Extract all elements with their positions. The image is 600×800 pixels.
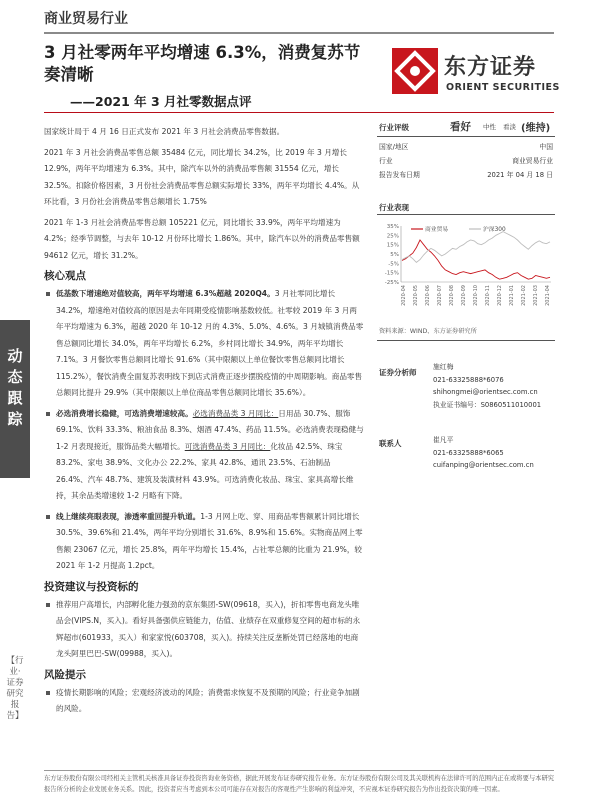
info-value: 中国 xyxy=(539,143,553,151)
logo-text-en: ORIENT SECURITIES xyxy=(446,82,560,93)
info-key: 国家/地区 xyxy=(379,143,409,151)
logo-text-cn: 东方证券 xyxy=(444,55,537,80)
y-tick-label: 25% xyxy=(386,233,399,240)
core-bullet-2-essential-text: 日用品 30.7%、服饰 69.1%、饮料 33.3%、粮油食品 8.3%、烟酒 47.4%、药品 11.5%。必选消费表现稳健与 1-2 月表现接近，服饰品类大幅增长。 xyxy=(56,408,364,451)
core-bullet-2-essential-label: 必选消费品类 3 月同比： xyxy=(192,408,279,418)
core-bullet-3-text: 1-3 月网上吃、穿、用商品零售额累计同比增长 30.5%、39.6%和 21.4%，两年平均分别增长 31.6%、8.9%和 15.6%。实物商品网上零售额 23067 亿元，增长 25.8%，两年平均增长 15.4%，占社零总额的比重为 21.9%，较 2021 年 1-2 月提高 1.2pct。 xyxy=(56,511,363,570)
y-tick-label: 35% xyxy=(386,224,399,230)
performance-chart xyxy=(377,222,555,314)
rating-negative: 看淡 xyxy=(503,123,516,131)
analyst-license: 执业证书编号：S0860511010001 xyxy=(433,400,542,409)
core-heading: 核心观点 xyxy=(44,270,86,282)
x-tick-label: 2020-09 xyxy=(461,285,467,306)
x-tick-label: 2020-08 xyxy=(449,285,455,306)
x-tick-label: 2021-04 xyxy=(545,285,551,306)
y-tick-label: -15% xyxy=(384,270,399,277)
series-line-hs300 xyxy=(402,232,550,263)
info-value: 商业贸易行业 xyxy=(512,157,553,165)
legend-label: 商业贸易 xyxy=(425,227,449,233)
core-bullet-2-optional-text: 化妆品 42.5%、珠宝 83.2%、家电 38.9%、文化办公 22.2%、家具 42.8%、通讯 23.5%、石油制品 26.4%、汽车 48.7%、建筑及装潢材料 43.9%。可选消费化妆品、珠宝、家具高增长维持，其余品类增速较 1-2 月略有下降。 xyxy=(56,441,354,500)
x-tick-label: 2021-03 xyxy=(533,285,539,306)
legend-label: 沪深300 xyxy=(483,227,506,233)
footer-divider xyxy=(44,770,554,771)
intro-paragraph-3: 2021 年 1-3 月社会消费品零售总额 105221 亿元，同比增长 33.9%，两年平均增速为 4.2%；经季节调整，与去年 10-12 月份环比增长 1.86%。其中，除汽车以外的消费品零售额 94612 亿元，增长 31.2%。 xyxy=(44,217,360,260)
page-subtitle: ——2021 年 3 月社零数据点评 xyxy=(70,94,252,109)
chart-divider xyxy=(377,340,555,341)
contact-block xyxy=(433,434,534,472)
x-tick-label: 2020-05 xyxy=(413,285,419,306)
invest-bullet: 推荐用户高增长，内部孵化能力强劲的京东集团-SW(09618，买入)，折扣零售电商龙头唯品会(VIPS.N，买入)。看好具备强供应链能力，估值、业绩存在双重修复空间的超市标的永辉超市(601933，买入）和家家悦(603708，买入)。持续关注反垄断处罚已经落地的电商龙头阿里巴巴-SW(09988，买入)。 xyxy=(44,597,364,663)
disclaimer: 东方证券股份有限公司经相关主管机关核准具备证券投资咨询业务资格，据此开展发布证券研究报告业务。东方证券股份有限公司及其关联机构在法律许可的范围内正在或将要与本研究报告所分析的企业发展业务关系。因此，投资者应当考虑到本公司可能存在对报告的客观性产生影响的利益冲突，不应视本证券研究报告为作出投资决策的唯一因素。 xyxy=(44,775,555,793)
info-row-industry xyxy=(379,155,553,168)
page-title: 3 月社零两年平均增速 6.3%，消费复苏节奏清晰 xyxy=(44,43,361,84)
performance-divider xyxy=(377,214,555,215)
rating-label: 行业评级 xyxy=(379,123,409,132)
rating-divider xyxy=(377,136,555,137)
analyst-email[interactable]: shihongmei@orientsec.com.cn xyxy=(433,388,538,396)
x-tick-label: 2020-06 xyxy=(425,285,431,306)
x-tick-label: 2021-02 xyxy=(521,285,527,306)
risk-bullet: 疫情长期影响的风险；宏观经济波动的风险；消费需求恢复不及预期的风险；行业竞争加剧的风险。 xyxy=(44,685,364,718)
info-key: 报告发布日期 xyxy=(379,171,420,179)
contact-name: 崔凡平 xyxy=(433,436,454,444)
contact-email[interactable]: cuifanping@orientsec.com.cn xyxy=(433,461,534,469)
core-bullet-1 xyxy=(44,286,364,402)
info-row-date xyxy=(379,169,553,182)
side-tab-label: 动态跟踪 xyxy=(7,347,23,428)
analyst-heading: 证券分析师 xyxy=(379,368,417,377)
risk-heading: 风险提示 xyxy=(44,668,86,681)
intro-paragraph-1: 国家统计局于 4 月 16 日正式发布 2021 年 3 月社会消费品零售数据。 xyxy=(44,127,285,136)
rating-neutral: 中性 xyxy=(483,123,496,131)
main-content xyxy=(44,124,364,722)
title-divider xyxy=(44,112,554,113)
y-tick-label: -25% xyxy=(384,280,399,286)
orient-logo-icon xyxy=(392,48,438,94)
core-bullet-2-lead: 必选消费增长稳健，可选消费增速较高。 xyxy=(56,408,193,418)
analyst-phone: 021-63325888*6076 xyxy=(433,375,504,384)
y-tick-label: 5% xyxy=(390,252,399,258)
series-line-commerce xyxy=(402,240,550,279)
x-tick-label: 2020-11 xyxy=(485,285,491,306)
analyst-name: 施红梅 xyxy=(433,363,454,371)
core-bullet-1-lead: 低基数下增速绝对值较高，两年平均增速 6.3%超越 2020Q4。 xyxy=(56,289,275,298)
header-divider xyxy=(44,32,554,34)
industry-label: 商业贸易行业 xyxy=(44,11,128,27)
x-tick-label: 2020-10 xyxy=(473,285,479,306)
analyst-block xyxy=(433,361,541,411)
core-bullet-2 xyxy=(44,406,364,505)
invest-heading: 投资建议与投资标的 xyxy=(44,580,139,593)
y-tick-label: 15% xyxy=(386,242,399,249)
core-bullet-2-optional-label: 可选消费品类 3 月同比： xyxy=(184,441,271,451)
contact-phone: 021-63325888*6065 xyxy=(433,448,504,457)
info-value: 2021 年 04 月 18 日 xyxy=(487,171,553,179)
intro-paragraph-2: 2021 年 3 月社会消费品零售总额 35484 亿元，同比增长 34.2%，比 2019 年 3 月增长 12.9%，两年平均增速为 6.3%。其中，除汽车以外的消费品零售额 31554 亿元，增长 32.5%。扣除价格因素，3 月份社会消费品零售总额实际增长 33%，两年平均增长 4.4%。从环比看，3 月份社会消费品零售总额增长 1.75% xyxy=(44,147,360,206)
performance-heading: 行业表现 xyxy=(379,203,409,212)
rating-row xyxy=(377,118,555,134)
contact-heading: 联系人 xyxy=(379,439,402,448)
x-tick-label: 2020-07 xyxy=(437,285,443,306)
x-tick-label: 2021-01 xyxy=(509,285,515,306)
rating-maintain: (维持) xyxy=(521,123,551,134)
chart-source: 资料来源：WIND、东方证券研究所 xyxy=(379,328,477,335)
x-tick-label: 2020-12 xyxy=(497,285,503,306)
core-bullet-1-text: 3 月社零同比增长 34.2%，增速绝对值较高的原因是去年同期受疫情影响基数较低。社零较 2019 年 3 月两年平均增速为 6.3%，超越 2020 年 10-12 月的 4.3%、5.0%、4.6%。3 月城镇消费品零售总额同比增长 34.0%，两年平均增长 6.2%，乡村同比增长 34.9%，两年平均增长 7.1%。3 月餐饮零售总额同比增长 91.6%（其中限额以上单位餐饮零售总额同比增长 115.2%），餐饮消费全面复苏表明线下到店式消费正逐步摆脱疫情的中周期影响。商品零售总额同比提升 29.9%（其中限额以上单位商品零售总额同比增长 35.6%）。 xyxy=(56,289,364,397)
rating-value: 看好 xyxy=(450,121,471,133)
x-tick-label: 2020-04 xyxy=(401,285,407,306)
side-report-type: 【行业·证券研究报告】 xyxy=(6,656,24,721)
core-bullet-3-lead: 线上继续亮眼表现，渗透率重回提升轨道。 xyxy=(56,511,201,521)
y-tick-label: -5% xyxy=(388,261,399,268)
core-bullet-3 xyxy=(44,509,364,575)
info-key: 行业 xyxy=(379,157,393,165)
info-row-region xyxy=(379,141,553,154)
